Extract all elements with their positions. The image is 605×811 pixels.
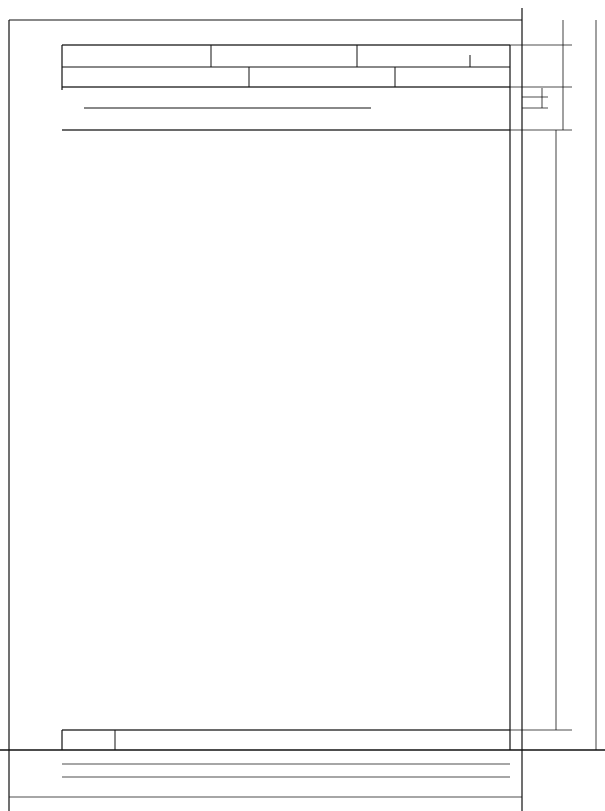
table-footer xyxy=(62,730,510,750)
bottom-dimensions xyxy=(9,764,522,797)
header-block xyxy=(62,45,510,750)
right-dimensions xyxy=(510,20,596,750)
outer-frame xyxy=(0,8,605,811)
table-header xyxy=(62,108,510,130)
